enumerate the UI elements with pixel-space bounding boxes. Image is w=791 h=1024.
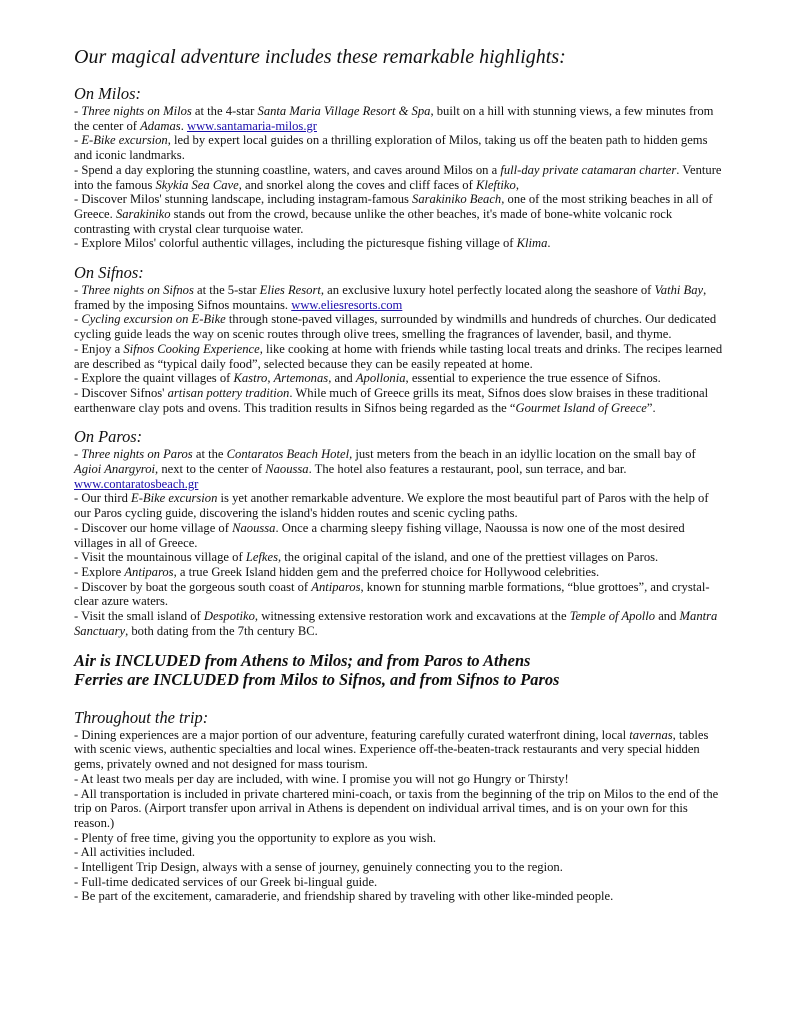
emphasis-text: Klima: [516, 236, 548, 251]
body-text: ,: [515, 177, 519, 192]
body-text: , the original capital of the island, and one of the prettiest villages on Paros.: [278, 550, 659, 565]
emphasis-text: Three nights on Sifnos: [81, 283, 194, 298]
inclusions-banner: [74, 651, 724, 690]
body-text: . Once a charming sleepy fishing village, Naoussa is now one of the most desired villages in all of Greece.: [74, 520, 685, 550]
body-text: .: [547, 236, 551, 251]
body-text: - Dining experiences are a major portion of our adventure, featuring carefully curated waterfront dining, local: [74, 727, 630, 742]
emphasis-text: Temple of Apollo: [569, 609, 656, 624]
highlight-item: [74, 163, 724, 192]
emphasis-text: Cycling excursion on E-Bike: [81, 312, 226, 327]
emphasis-text: Agioi Anargyroi: [74, 462, 156, 477]
emphasis-text: Kastro: [233, 371, 268, 386]
body-text: .: [180, 118, 187, 133]
body-text: - Discover by boat the gorgeous south coast of: [74, 579, 312, 594]
page-title: Our magical adventure includes these remarkable highlights:: [74, 46, 566, 68]
emphasis-text: Apollonia: [355, 371, 406, 386]
highlight-item: [74, 550, 724, 565]
body-text: - Be part of the excitement, camaraderie, and friendship shared by traveling with other like-minded people.: [74, 889, 614, 904]
highlight-item: [74, 831, 724, 846]
body-text: -: [74, 133, 82, 148]
highlight-item: [74, 283, 724, 312]
highlight-item: [74, 386, 724, 415]
air-included-line: Air is INCLUDED from Athens to Milos; and from Paros to Athens: [74, 650, 531, 670]
emphasis-text: Skykia Sea Cave: [155, 177, 239, 192]
highlight-item: [74, 104, 724, 133]
emphasis-text: Sifnos Cooking Experience: [123, 341, 260, 356]
body-text: . Venture into the famous: [74, 162, 722, 192]
body-text: - Explore Milos' colorful authentic villages, including the picturesque fishing village of: [74, 236, 517, 251]
emphasis-text: Contaratos Beach Hotel,: [226, 447, 353, 462]
document-page: [74, 44, 724, 916]
body-text: , a true Greek Island hidden gem and the preferred choice for Hollywood celebrities.: [173, 564, 600, 579]
body-text: -: [74, 104, 82, 118]
body-text: ”.: [646, 400, 656, 415]
highlight-item: [74, 772, 724, 787]
body-text: . While much of Greece grills its meat, Sifnos does slow braises in these traditional earthenware clay pots and ovens. This tradition results in Sifnos being regarded as the “: [74, 385, 709, 415]
body-text: - Intelligent Trip Design, always with a sense of journey, genuinely connecting you to the region.: [74, 860, 563, 875]
body-text: . The hotel also features a restaurant, pool, sun terrace, and bar.: [308, 462, 627, 477]
body-text: at the 4-star: [191, 104, 258, 118]
highlight-item: [74, 371, 724, 386]
emphasis-text: Lefkes: [245, 550, 278, 565]
highlight-item: [74, 521, 724, 550]
island-section: [74, 263, 724, 415]
highlight-item: [74, 860, 724, 875]
emphasis-text: Sarakiniko: [115, 206, 171, 221]
emphasis-text: Gourmet Island of Greece: [515, 400, 647, 415]
emphasis-text: Antiparos: [311, 579, 361, 594]
highlight-item: [74, 845, 724, 860]
emphasis-text: Mantra Sanctuary: [74, 609, 718, 638]
emphasis-text: Artemonas: [273, 371, 329, 386]
website-link[interactable]: www.eliesresorts.com: [291, 297, 403, 312]
emphasis-text: full-day private catamaran charter: [500, 162, 677, 177]
body-text: , next to the center of: [155, 462, 266, 477]
body-text: -: [74, 312, 82, 327]
highlight-item: [74, 133, 724, 162]
body-text: , and snorkel along the coves and cliff faces of: [238, 177, 476, 192]
website-link[interactable]: www.contaratosbeach.gr: [74, 476, 199, 491]
emphasis-text: Naoussa: [232, 520, 276, 535]
body-text: - Discover our home village of: [74, 520, 233, 535]
highlight-item: [74, 312, 724, 341]
emphasis-text: Three nights on Milos: [81, 104, 192, 118]
highlight-item: [74, 565, 724, 580]
body-text: through stone-paved villages, surrounded by windmills and hundreds of churches. Our dedicated cycling guide leads the way on scenic routes through olive trees, smelling the fragrances of lavender, basil, and thyme.: [74, 312, 717, 342]
island-section: [74, 427, 724, 638]
emphasis-text: Santa Maria Village Resort & Spa: [257, 104, 431, 118]
emphasis-text: Adamas: [140, 118, 181, 133]
body-text: , led by expert local guides on a thrilling exploration of Milos, taking us off the beaten path to hidden gems and iconic landmarks.: [74, 133, 708, 163]
highlight-item: [74, 342, 724, 371]
highlight-item: [74, 889, 724, 904]
highlight-item: [74, 447, 724, 491]
body-text: is yet another remarkable adventure. We explore the most beautiful part of Paros with the help of our Paros cycling guide, discovering the island's hidden routes and scenic cycling paths.: [74, 491, 709, 521]
body-text: - Full-time dedicated services of our Greek bi-lingual guide.: [74, 874, 378, 889]
body-text: , and: [328, 371, 356, 386]
body-text: - Explore: [74, 564, 125, 579]
body-text: , tables with scenic views, authentic specialties and local wines. Experience off-the-beaten-track restaurants and very special hidden gems, privately owned and not designed for mass tourism.: [74, 727, 709, 772]
highlight-item: [74, 580, 724, 609]
ferries-included-line: Ferries are INCLUDED from Milos to Sifnos, and from Sifnos to Paros: [74, 670, 560, 690]
emphasis-text: Kleftiko: [475, 177, 516, 192]
body-text: , known for stunning marble formations, “blue grottoes”, and crystal-clear azure waters.: [74, 579, 710, 609]
body-text: , an exclusive luxury hotel perfectly located along the seashore of: [320, 283, 655, 298]
body-text: just meters from the beach in an idyllic location on the small bay of: [352, 447, 696, 462]
emphasis-text: Elies Resort: [259, 283, 321, 298]
emphasis-text: E-Bike excursion: [81, 133, 168, 148]
section-heading: Throughout the trip:: [74, 707, 209, 727]
body-text: , built on a hill with stunning views, a few minutes from the center of: [74, 104, 714, 133]
emphasis-text: Vathi Bay: [654, 283, 704, 298]
body-text: - Explore the quaint villages of: [74, 371, 234, 386]
body-text: - Plenty of free time, giving you the opportunity to explore as you wish.: [74, 830, 437, 845]
emphasis-text: tavernas: [629, 727, 673, 742]
highlight-item: [74, 491, 724, 520]
body-text: -: [74, 447, 82, 462]
body-text: , both dating from the 7th century BC.: [125, 623, 318, 638]
section-heading: On Milos:: [74, 84, 141, 103]
body-text: at the: [192, 447, 227, 462]
emphasis-text: Three nights on Paros: [81, 447, 193, 462]
website-link[interactable]: www.santamaria-milos.gr: [186, 118, 317, 133]
emphasis-text: artisan pottery tradition: [167, 385, 290, 400]
body-text: -: [74, 283, 82, 298]
highlight-item: [74, 875, 724, 890]
body-text: - All activities included.: [74, 845, 196, 860]
section-heading: On Paros:: [74, 427, 143, 447]
highlight-item: [74, 728, 724, 772]
body-text: , witnessing extensive restoration work and excavations at the: [254, 609, 570, 624]
section-heading: On Sifnos:: [74, 263, 144, 283]
body-text: at the 5-star: [193, 283, 260, 298]
body-text: - Our third: [74, 491, 132, 506]
body-text: , like cooking at home with friends while tasting local treats and drinks. The recipes learned are described as “typical daily food”, selected because they can be easily repeated at home.: [74, 341, 723, 371]
emphasis-text: Despotiko: [203, 609, 255, 624]
body-text: - Visit the small island of: [74, 609, 204, 624]
highlight-item: [74, 609, 724, 638]
island-section: [74, 84, 724, 251]
highlights-sections: [74, 84, 724, 639]
throughout-list: [74, 728, 724, 904]
emphasis-text: Antiparos: [124, 564, 174, 579]
highlight-item: [74, 192, 724, 236]
body-text: ,: [267, 371, 274, 386]
body-text: , essential to experience the true essence of Sifnos.: [405, 371, 661, 386]
body-text: , framed by the imposing Sifnos mountains.: [74, 283, 707, 312]
body-text: - All transportation is included in private chartered mini-coach, or taxis from the beginning of the trip on Milos to the end of the trip on Paros. (Airport transfer upon arrival in Athens is dependent on individual arrival times, and is on your own for this reason.): [74, 786, 719, 830]
body-text: and: [655, 609, 680, 624]
emphasis-text: Naoussa: [265, 462, 309, 477]
body-text: , one of the most striking beaches in all of Greece.: [74, 192, 713, 221]
body-text: stands out from the crowd, because unlike the other beaches, it's made of bone-white volcanic rock contrasting with crystal clear turquoise water.: [74, 206, 673, 236]
body-text: - Visit the mountainous village of: [74, 550, 246, 565]
emphasis-text: E-Bike excursion: [131, 491, 218, 506]
body-text: - At least two meals per day are included, with wine. I promise you will not go Hungry or Thirsty!: [74, 771, 569, 786]
throughout-section: [74, 708, 724, 904]
body-text: - Enjoy a: [74, 341, 124, 356]
body-text: - Discover Sifnos': [74, 385, 168, 400]
body-text: - Spend a day exploring the stunning coastline, waters, and caves around Milos on a: [74, 162, 501, 177]
highlight-item: [74, 236, 724, 251]
emphasis-text: Sarakiniko Beach: [412, 192, 502, 207]
body-text: - Discover Milos' stunning landscape, including instagram-famous: [74, 192, 413, 207]
highlight-item: [74, 787, 724, 831]
